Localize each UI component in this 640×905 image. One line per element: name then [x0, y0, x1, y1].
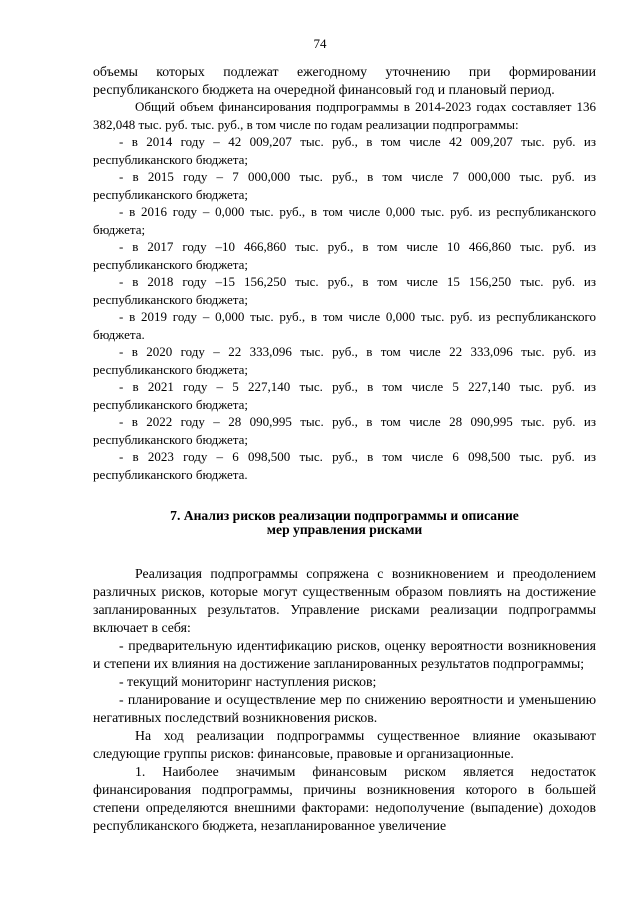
year-item-2019: - в 2019 году – 0,000 тыс. руб., в том числе 0,000 тыс. руб. из республиканского бюджета. — [93, 309, 596, 342]
risk-item-monitoring: - текущий мониторинг наступления рисков; — [119, 674, 377, 689]
risk-item-planning: - планирование и осуществление мер по снижению вероятности и уменьшению негативных последствий возникновения рисков. — [93, 692, 596, 725]
risk-groups-paragraph: На ход реализации подпрограммы существенное влияние оказывают следующие группы рисков: финансовые, правовые и организационные. — [93, 728, 596, 761]
year-item-2014: - в 2014 году – 42 009,207 тыс. руб., в том числе 42 009,207 тыс. руб. из республиканского бюджета; — [93, 134, 596, 167]
year-item-2021: - в 2021 году – 5 227,140 тыс. руб., в том числе 5 227,140 тыс. руб. из республиканского бюджета; — [93, 379, 596, 412]
risk-section — [93, 565, 596, 835]
risk-item-identification: - предварительную идентификацию рисков, оценку вероятности возникновения и степени их влияния на достижение запланированных результатов подпрограммы; — [93, 638, 596, 671]
year-item-2020: - в 2020 году – 22 333,096 тыс. руб., в том числе 22 333,096 тыс. руб. из республиканского бюджета; — [93, 344, 596, 377]
year-item-2016: - в 2016 году – 0,000 тыс. руб., в том числе 0,000 тыс. руб. из республиканского бюджета; — [93, 204, 596, 237]
intro-paragraph: объемы которых подлежат ежегодному уточнению при формировании республиканского бюджета на очередной финансовый год и плановый период. — [93, 64, 596, 97]
section-heading-line-1: 7. Анализ рисков реализации подпрограммы и описание — [170, 508, 519, 523]
year-item-2022: - в 2022 году – 28 090,995 тыс. руб., в том числе 28 090,995 тыс. руб. из республиканского бюджета; — [93, 414, 596, 447]
risk-intro-paragraph: Реализация подпрограммы сопряжена с возникновением и преодолением различных рисков, которые могут существенным образом повлиять на достижение запланированных результатов. Управление рисками реализации подпрограммы включает в себя: — [93, 566, 596, 635]
total-financing-paragraph: Общий объем финансирования подпрограммы в 2014-2023 годах составляет 136 382,048 тыс. руб. тыс. руб., в том числе по годам реализации подпрограммы: — [93, 99, 596, 132]
financing-section — [93, 63, 596, 483]
year-item-2017: - в 2017 году –10 466,860 тыс. руб., в том числе 10 466,860 тыс. руб. из республиканского бюджета; — [93, 239, 596, 272]
page-number: 74 — [313, 36, 327, 51]
year-item-2015: - в 2015 году – 7 000,000 тыс. руб., в том числе 7 000,000 тыс. руб. из республиканского бюджета; — [93, 169, 596, 202]
section-heading — [93, 509, 596, 537]
year-item-2018: - в 2018 году –15 156,250 тыс. руб., в том числе 15 156,250 тыс. руб. из республиканского бюджета; — [93, 274, 596, 307]
year-item-2023: - в 2023 году – 6 098,500 тыс. руб., в том числе 6 098,500 тыс. руб. из республиканского бюджета. — [93, 449, 596, 482]
section-heading-line-2: мер управления рисками — [266, 522, 423, 537]
page-content — [93, 63, 596, 835]
financial-risk-paragraph: 1. Наиболее значимым финансовым риском является недостаток финансирования подпрограммы, причины возникновения которого в большей степени определяются внешними факторами: недополучение (выпадение) доходов республиканского бюджета, незапланированное увеличение — [93, 764, 596, 833]
